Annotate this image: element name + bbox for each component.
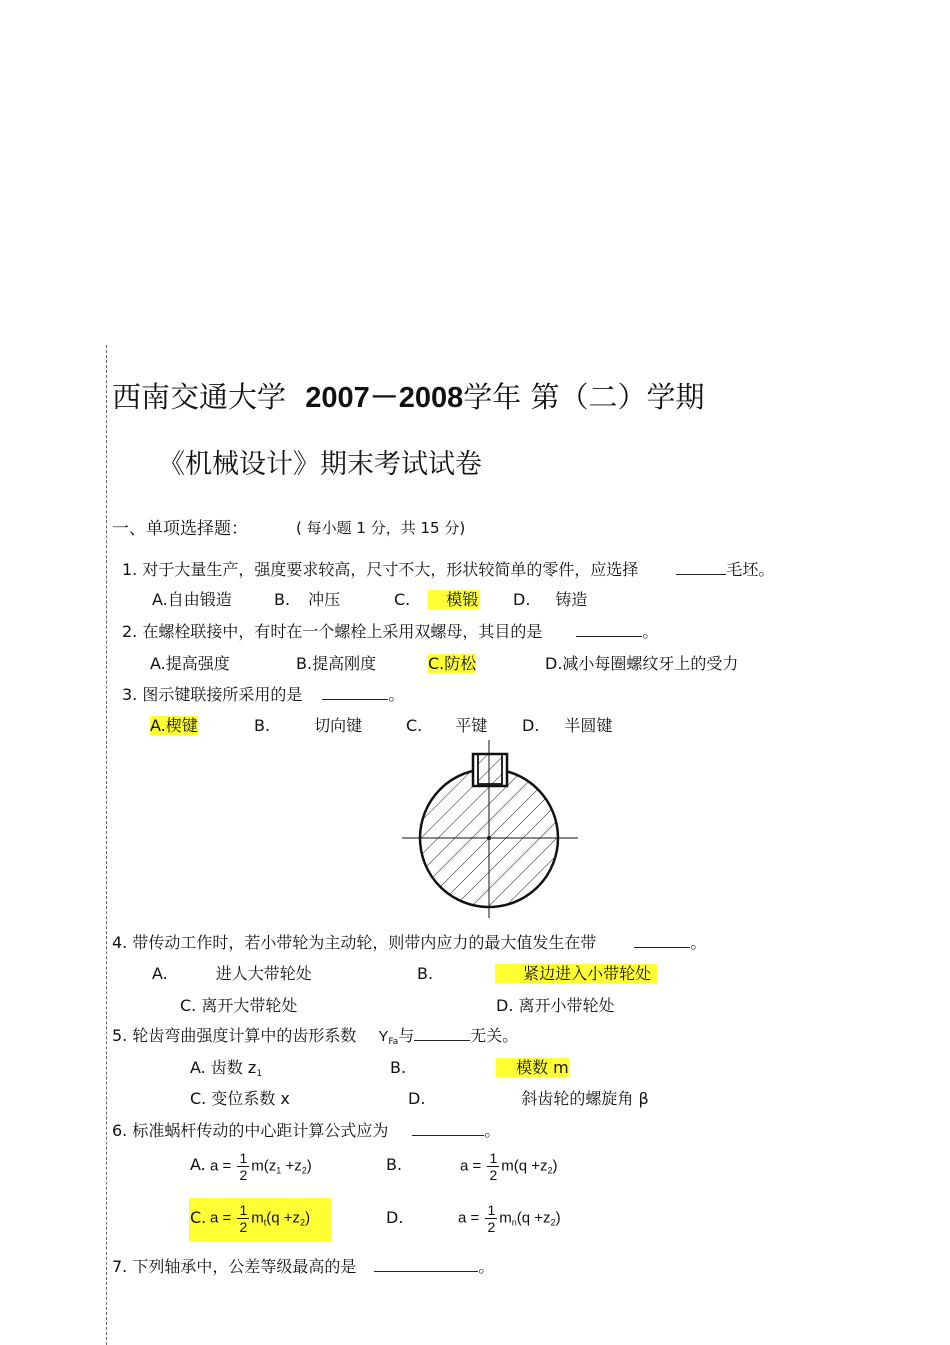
q6-option-b-label: B. [386,1155,403,1174]
q1-option-b: B. 冲压 [274,590,341,609]
q1-option-a: A.自由锻造 [152,590,232,609]
question-1: 1. 对于大量生产，强度要求较高，尺寸不大，形状较简单的零件，应选择 毛坯。 [122,560,775,579]
question-6: 6. 标准蜗杆传动的中心距计算公式应为 。 [112,1121,501,1140]
correct-answer-highlight: A.楔键 [150,716,198,735]
q2-option-d: D.减小每圈螺纹牙上的受力 [545,654,739,673]
correct-answer-highlight: C.防松 [428,654,477,673]
section-note: ( 每小题 1 分，共 15 分) [296,519,466,537]
q2-option-c [428,651,476,674]
q4-option-a: A. 进人大带轮处 [152,964,312,983]
question-3: 3. 图示键联接所采用的是 。 [122,685,405,704]
q4-option-d: D. 离开小带轮处 [496,996,615,1015]
q5-option-a: A. 齿数 $z_1$ [190,1058,263,1079]
exam-subtitle: 《机械设计》期末考试试卷 [158,449,482,480]
q3-option-a [150,713,198,736]
q6-option-b-formula: a = $\frac{1}{2}$ $m(q +z_2)$ [460,1150,558,1183]
correct-answer-highlight: 紧边进入小带轮处 [495,964,657,983]
q5-option-d: D. 斜齿轮的螺旋角 β [408,1089,649,1108]
question-4: 4. 带传动工作时，若小带轮为主动轮，则带内应力的最大值发生在带 。 [112,933,707,952]
question-7: 7. 下列轴承中，公差等级最高的是 。 [112,1257,495,1276]
q1-option-d: D. 铸造 [513,590,588,609]
title-years: 2007－2008 [305,382,464,414]
correct-answer-highlight: 模数 m [496,1058,569,1077]
binding-margin-line [106,345,107,1345]
answer-blank [414,1024,470,1041]
title-school: 西南交通大学 [112,380,287,414]
q3-option-d: D. 半圆键 [522,716,613,735]
q5-option-c: C. 变位系数 x [190,1089,290,1108]
key [478,754,502,784]
key-connection-diagram [400,740,580,920]
answer-blank [634,931,690,948]
q4-option-c: C. 离开大带轮处 [180,996,298,1015]
q6-option-a-label: A. [190,1155,206,1174]
q6-option-c-formula: a = $\frac{1}{2}$ $m_t(q +z_2)$ [210,1202,311,1235]
question-2: 2. 在螺栓联接中，有时在一个螺栓上采用双螺母，其目的是 。 [122,622,659,641]
answer-blank [412,1119,484,1136]
q2-option-b: B.提高刚度 [296,654,377,673]
q6-option-d-formula: a = $\frac{1}{2}$ $m_n(q +z_2)$ [458,1202,561,1235]
title-term: 学年 第（二）学期 [463,380,705,414]
answer-blank [322,683,388,700]
correct-answer-highlight: 模锻 [428,590,480,609]
q3-option-b: B. 切向键 [254,716,363,735]
answer-blank [676,558,726,575]
q2-option-a: A.提高强度 [150,654,230,673]
q3-option-c: C. 平键 [406,716,488,735]
q6-option-c-label: C. [190,1208,207,1227]
q5-option-b: B. 模数 m [390,1058,569,1077]
question-5: 5. 轮齿弯曲强度计算中的齿形系数 $Y_{Fa}$与 无关。 [112,1026,519,1047]
answer-blank [576,620,642,637]
section-heading: 一、单项选择题： [112,519,248,539]
q6-option-a-formula: a = $\frac{1}{2}$ $m(z_1 +z_2)$ [210,1150,312,1183]
q6-option-d-label: D. [386,1208,404,1227]
answer-blank [374,1255,478,1272]
q1-option-c: C. 模锻 [394,590,479,609]
q4-option-b: B. 紧边进入小带轮处 [417,961,657,984]
exam-title [112,375,704,416]
